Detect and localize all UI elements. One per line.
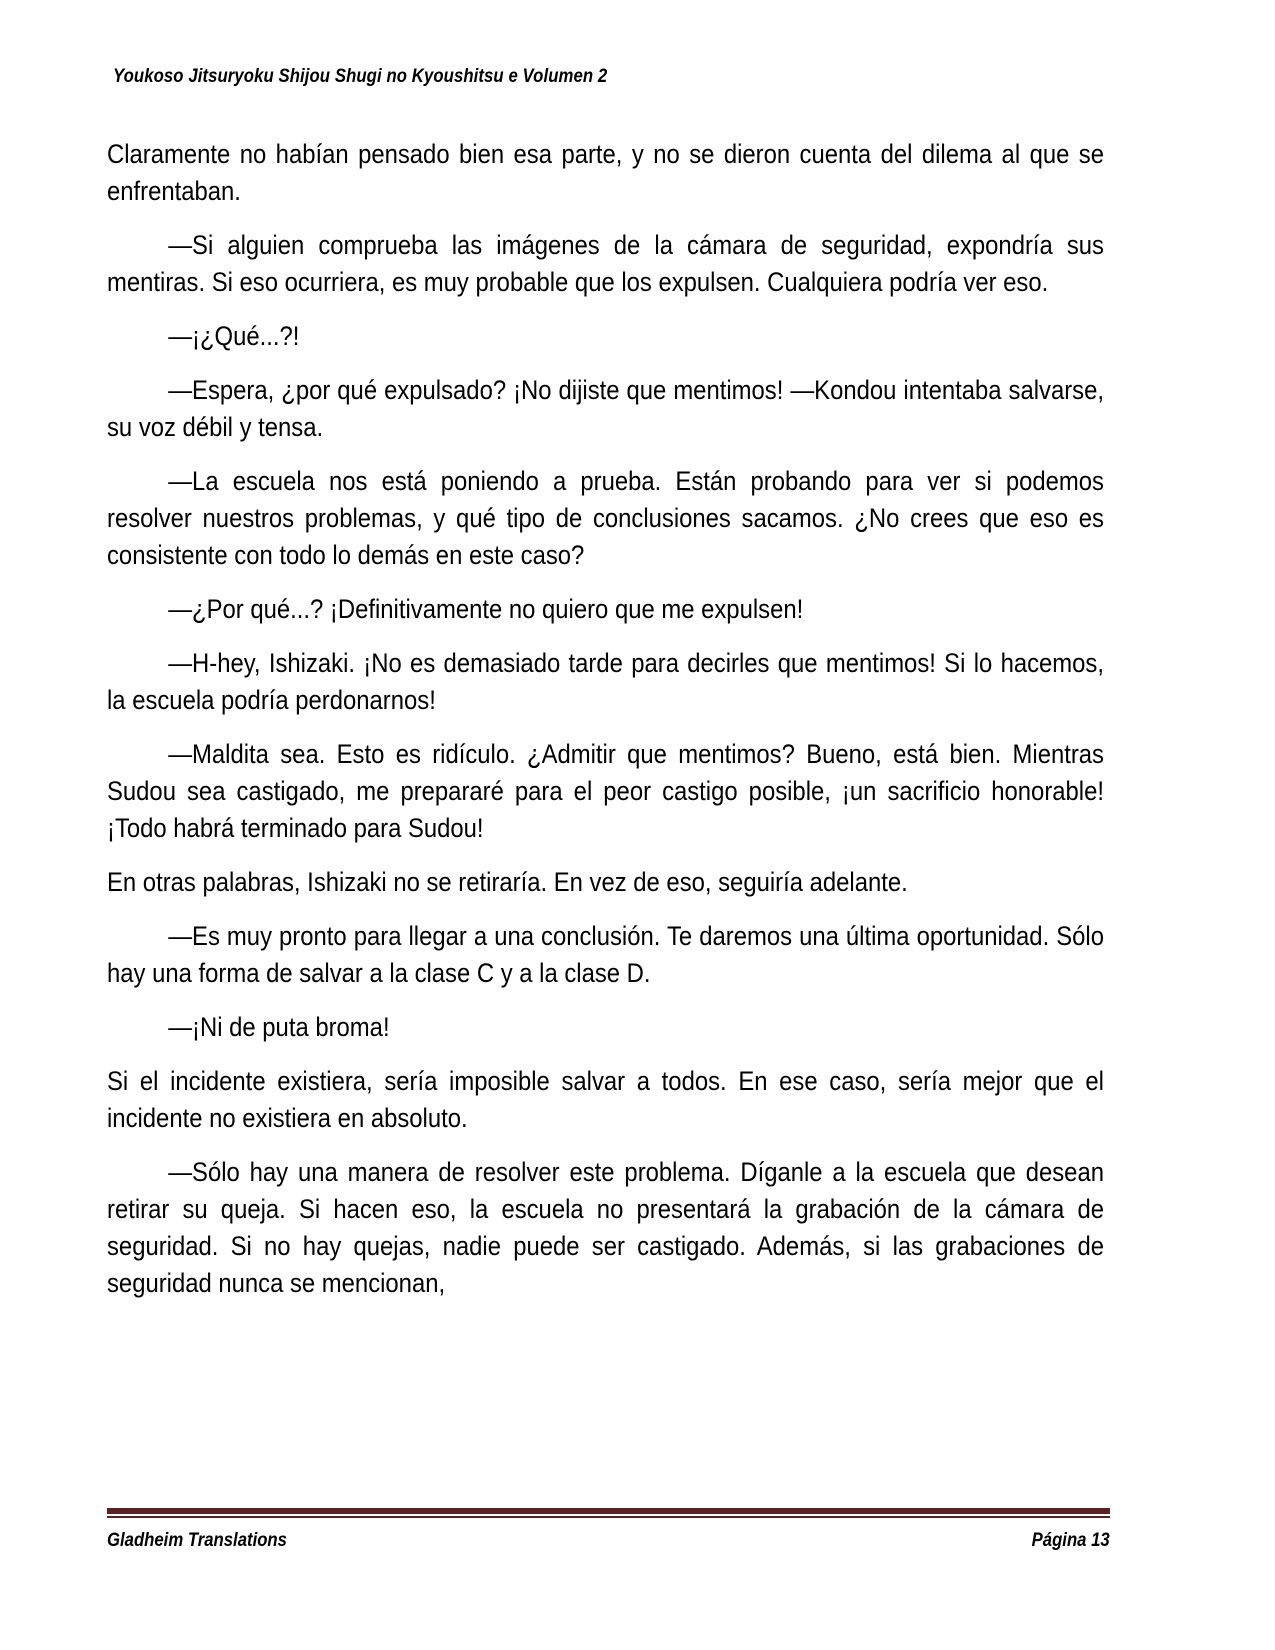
body-paragraph: —Es muy pronto para llegar a una conclusión. Te daremos una última oportunidad. Sólo hay una forma de salvar a la clase C y a la clase D. (107, 921, 1104, 988)
page-header (113, 66, 1113, 88)
footer-translator-credit: Gladheim Translations (107, 1530, 287, 1551)
body-paragraph: —Si alguien comprueba las imágenes de la cámara de seguridad, expondría sus mentiras. Si eso ocurriera, es muy probable que los expulsen. Cualquiera podría ver eso. (107, 230, 1104, 297)
footer-row (107, 1530, 1110, 1552)
body-paragraph: —¿Por qué...? ¡Definitivamente no quiero que me expulsen! (168, 594, 804, 624)
document-body (107, 136, 1105, 1319)
body-paragraph: —H-hey, Ishizaki. ¡No es demasiado tarde para decirles que mentimos! Si lo hacemos, la escuela podría perdonarnos! (107, 648, 1104, 715)
body-paragraph: —¡Ni de puta broma! (168, 1012, 390, 1042)
body-paragraph: Claramente no habían pensado bien esa parte, y no se dieron cuenta del dilema al que se enfrentaban. (107, 139, 1104, 206)
body-paragraph: —Sólo hay una manera de resolver este problema. Díganle a la escuela que desean retirar su queja. Si hacen eso, la escuela no presentará la grabación de la cámara de seguridad. Si no hay quejas, nadie puede ser castigado. Además, si las grabaciones de seguridad nunca se mencionan, (107, 1157, 1104, 1298)
page-footer (107, 1508, 1110, 1552)
header-title: Youkoso Jitsuryoku Shijou Shugi no Kyoushitsu e Volumen 2 (113, 66, 608, 87)
body-paragraph: En otras palabras, Ishizaki no se retiraría. En vez de eso, seguiría adelante. (107, 867, 908, 897)
body-paragraph: —¡¿Qué...?! (168, 321, 300, 351)
body-paragraph: —La escuela nos está poniendo a prueba. Están probando para ver si podemos resolver nuestros problemas, y qué tipo de conclusiones sacamos. ¿No crees que eso es consistente con todo lo demás en este caso? (107, 466, 1104, 570)
body-paragraph: —Maldita sea. Esto es ridículo. ¿Admitir que mentimos? Bueno, está bien. Mientras Sudou sea castigado, me prepararé para el peor castigo posible, ¡un sacrificio honorable! ¡Todo habrá terminado para Sudou! (107, 739, 1104, 843)
footer-rule-thin (107, 1516, 1110, 1518)
body-paragraph: Si el incidente existiera, sería imposible salvar a todos. En ese caso, sería mejor que el incidente no existiera en absoluto. (107, 1066, 1104, 1133)
body-paragraph: —Espera, ¿por qué expulsado? ¡No dijiste que mentimos! —Kondou intentaba salvarse, su voz débil y tensa. (107, 375, 1104, 442)
footer-page-number: Página 13 (1031, 1530, 1110, 1551)
